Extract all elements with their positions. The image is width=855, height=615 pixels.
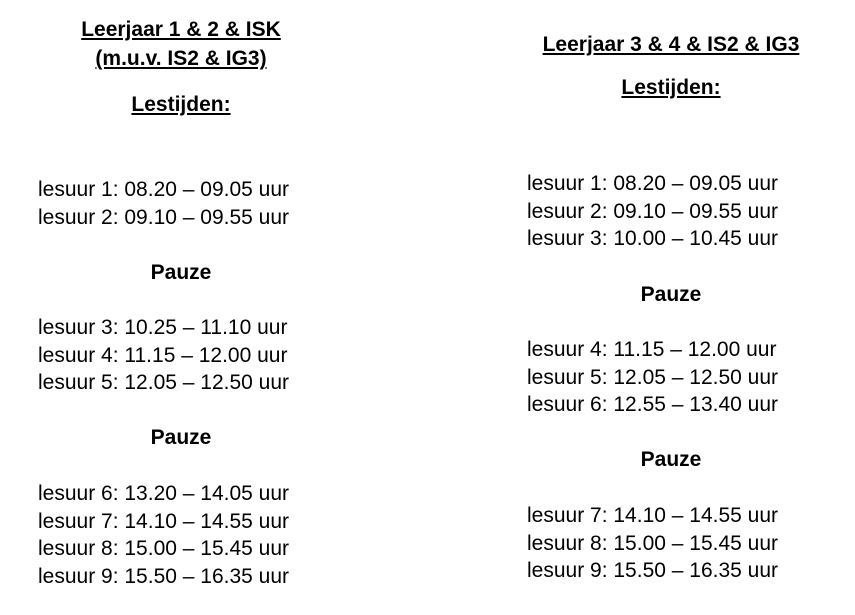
- lesson-period: lesuur 1: 08.20 – 09.05 uur: [38, 178, 290, 201]
- lesson-period: lesuur 2: 09.10 – 09.55 uur: [38, 205, 290, 229]
- break-label: Pauze: [150, 426, 212, 449]
- lesson-period: lesuur 8: 15.00 – 15.45 uur: [38, 537, 290, 560]
- lesson-period: lesuur 5: 12.05 – 12.50 uur: [38, 371, 290, 394]
- column-title: Leerjaar 3 & 4 & IS2 & IG3: [542, 33, 800, 56]
- break-label: Pauze: [640, 448, 702, 471]
- lesson-times-heading: Lestijden:: [621, 76, 721, 99]
- lesson-period: lesuur 7: 14.10 – 14.55 uur: [38, 509, 290, 533]
- lesson-period: lesuur 7: 14.10 – 14.55 uur: [527, 504, 779, 527]
- lesson-period: lesuur 3: 10.00 – 10.45 uur: [527, 227, 779, 250]
- lesson-period: lesuur 6: 13.20 – 14.05 uur: [38, 482, 290, 505]
- lesson-period: lesuur 9: 15.50 – 16.35 uur: [38, 564, 290, 588]
- lesson-period: lesuur 1: 08.20 – 09.05 uur: [527, 172, 779, 195]
- break-label: Pauze: [640, 283, 702, 306]
- lesson-period: lesuur 4: 11.15 – 12.00 uur: [38, 343, 288, 367]
- lesson-period: lesuur 6: 12.55 – 13.40 uur: [527, 393, 779, 416]
- lesson-period: lesuur 2: 09.10 – 09.55 uur: [527, 199, 779, 223]
- lesson-period: lesuur 9: 15.50 – 16.35 uur: [527, 559, 779, 582]
- lesson-period: lesuur 3: 10.25 – 11.10 uur: [38, 316, 288, 339]
- lesson-period: lesuur 8: 15.00 – 15.45 uur: [527, 531, 779, 555]
- column-title: Leerjaar 1 & 2 & ISK: [81, 18, 281, 41]
- lesson-period: lesuur 5: 12.05 – 12.50 uur: [527, 365, 779, 389]
- column-title-note: (m.u.v. IS2 & IG3): [95, 47, 267, 70]
- break-label: Pauze: [150, 261, 212, 284]
- lesson-times-heading: Lestijden:: [131, 93, 231, 116]
- lesson-period: lesuur 4: 11.15 – 12.00 uur: [527, 338, 777, 361]
